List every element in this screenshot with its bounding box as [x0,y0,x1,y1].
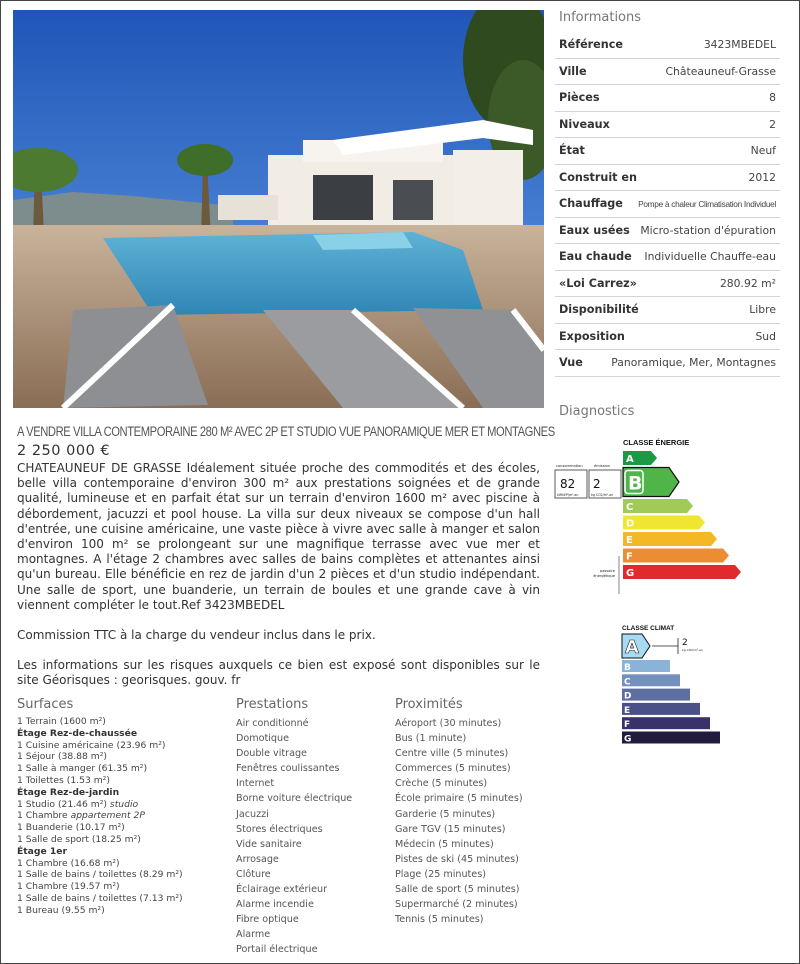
surface-note: appartement 2P [70,810,145,822]
surface-level-heading: Étage 1er [17,845,68,857]
info-key: Niveaux [559,117,610,131]
energy-class-bar [623,499,693,513]
info-value: 2 [769,117,776,131]
info-key: Construit en [559,170,637,184]
surface-item: 1 Studio (21.46 m²) studio [17,798,139,810]
climate-class-letter: C [624,677,631,688]
info-key: «Loi Carrez» [559,276,637,290]
energy-class-bar [623,565,741,579]
climate-class-bar [622,732,720,745]
info-key: Ville [559,64,587,78]
prestation-item: Portail électrique [236,944,318,956]
surface-item: 1 Bureau (9.55 m²) [17,904,105,916]
prestation-item: Fibre optique [236,914,299,926]
proximite-item: Commerces (5 minutes) [395,763,511,775]
description-paragraph: Commission TTC à la charge du vendeur inclus dans le prix. [17,628,376,643]
passoire-label: passoire [599,569,615,573]
energy-emission-value: 2 [593,477,601,491]
surface-item: 1 Buanderie (10.17 m²) [17,822,125,834]
proximite-item: Plage (25 minutes) [395,868,486,880]
proximite-item: Salle de sport (5 minutes) [395,884,520,896]
surface-item: 1 Toilettes (1.53 m²) [17,774,110,786]
info-row [555,191,780,218]
info-row [555,59,780,86]
info-row [555,85,780,112]
prestation-item: Éclairage extérieur [236,884,328,896]
proximite-item: Gare TGV (15 minutes) [395,823,506,835]
surfaces-list [17,716,227,917]
consumption-unit: kWhEP/m².an [557,493,579,497]
proximites-heading: Proximités [395,697,463,712]
proximite-item: Garderie (5 minutes) [395,808,496,820]
surface-level-heading: Étage Rez-de-jardin [17,786,120,798]
energy-class-letter: C [626,502,634,513]
climate-value: 2 [682,638,688,648]
climate-class-bar [622,634,703,658]
info-row [555,112,780,139]
energy-consumption-value: 82 [560,477,576,491]
surface-item: 1 Salle de sport (18.25 m²) [17,833,141,845]
climate-class-chart [620,622,730,752]
climate-class-bar [622,660,670,673]
info-row [555,324,780,351]
climate-class-bar [622,703,700,716]
proximite-item: Bus (1 minute) [395,733,467,745]
description-paragraph: Les informations sur les risques auxquels ce bien est exposé sont disponibles sur le site Géorisques : georisques. gouv. fr [17,658,540,688]
energy-class-bar [623,549,729,563]
emission-unit: kg CO2/m².an [591,493,614,497]
info-key: Référence [559,38,623,52]
energy-class-letter: B [628,472,643,495]
info-row [555,165,780,192]
info-value: Micro-station d'épuration [640,223,776,237]
surface-note: studio [109,798,139,810]
surface-level-heading: Étage Rez-de-chaussée [17,727,138,739]
prestation-item: Stores électriques [236,823,323,835]
info-key: Chauffage [559,197,623,211]
prestation-item: Domotique [236,733,289,745]
info-key: Disponibilité [559,303,639,317]
listing-price: 2 250 000 € [17,443,111,459]
info-value: Neuf [750,144,776,158]
prestations-list [236,716,386,958]
info-value: 3423MBEDEL [703,38,776,52]
proximite-item: Centre ville (5 minutes) [395,748,509,760]
surfaces-heading: Surfaces [17,697,74,712]
prestation-item: Clôture [236,868,271,880]
climate-class-label: CLASSE CLIMAT [622,625,675,632]
climate-class-bar [622,674,680,687]
energy-class-letter: A [626,454,634,465]
info-key: Vue [559,356,583,370]
climate-class-bar [622,689,690,702]
prestation-item: Air conditionné [236,718,309,729]
surface-item: 1 Cuisine américaine (23.96 m²) [17,739,166,751]
informations-table [555,32,780,377]
proximite-item: Médecin (5 minutes) [395,838,494,850]
passoire-label: énergétique [593,574,615,578]
surface-item: 1 Chambre (16.68 m²) [17,857,120,869]
prestation-item: Double vitrage [236,748,307,760]
info-key: Eaux usées [559,223,630,237]
listing-title: A VENDRE VILLA CONTEMPORAINE 280 M² AVEC 2P ET STUDIO VUE PANORAMIQUE MER ET MONTAGNES [17,424,555,439]
energy-class-label: CLASSE ÉNERGIE [623,438,690,447]
description-paragraph: CHATEAUNEUF DE GRASSE Idéalement située proche des commodités et des écoles, belle villa contemporaine d'environ 300 m² aux prestations soignées et de grande qualité, lumineuse et en parfait état sur un terrain d'environ 1600 m² avec piscine à débordement, jacuzzi et pool house. La villa sur deux niveaux se compose d'un hall d'entrée, une cuisine américaine, une vaste pièce à vivre avec salle à manger et salon d'environ 100 m² se prolongeant sur une magnifique terrasse avec vue mer et montagnes. A l'étage 2 chambres avec salles de bains complètes et attenantes ainsi qu'un bureau. Elle bénéficie en rez de jardin d'un 2 pièces et d'un studio indépendant. Une salle de sport, une buanderie, un terrain de boules et une grande cave à vin viennent compléter le tout.Ref 3423MBEDEL [17,461,540,612]
prestation-item: Borne voiture électrique [236,793,353,805]
surfaces-section [17,697,227,917]
info-row [555,271,780,298]
climate-class-bar [622,717,710,730]
surface-item: 1 Terrain (1600 m²) [17,716,106,727]
proximite-item: Aéroport (30 minutes) [395,718,502,729]
emission-caption: émission [594,464,610,468]
energy-class-bar [623,516,705,530]
listing-description [17,461,540,704]
info-value: Panoramique, Mer, Montagnes [611,356,776,370]
proximite-item: Tennis (5 minutes) [395,914,484,926]
climate-class-letter: F [624,720,631,731]
prestation-item: Jacuzzi [236,808,269,820]
info-row [555,218,780,245]
climate-class-letter: D [624,691,632,702]
proximite-item: Pistes de ski (45 minutes) [395,853,519,865]
energy-class-letter: E [626,535,633,546]
info-row [555,138,780,165]
info-value: 8 [769,91,776,105]
proximite-item: Supermarché (2 minutes) [395,899,518,911]
info-row [555,32,780,59]
info-row [555,297,780,324]
climate-class-letter: E [624,705,631,716]
proximites-section [395,697,545,927]
prestation-item: Fenêtres coulissantes [236,763,340,775]
info-value: Sud [755,329,776,343]
prestation-item: Vide sanitaire [236,838,302,850]
surface-item: 1 Salle de bains / toilettes (7.13 m²) [17,892,183,904]
climate-class-letter: A [625,637,639,658]
consumption-caption: consommation [556,464,583,468]
energy-class-bar [623,451,657,465]
info-value: 2012 [748,170,776,184]
proximite-item: École primaire (5 minutes) [395,793,523,805]
energy-class-chart [553,434,753,599]
prestations-section [236,697,386,958]
info-value: 280.92 m² [719,276,776,290]
climate-unit: kg CO2/m².an [682,648,703,652]
energy-class-letter: G [626,568,635,579]
climate-class-letter: B [624,663,631,673]
energy-class-bar [623,468,679,497]
prestation-item: Alarme incendie [236,899,314,911]
proximites-list [395,716,545,927]
info-row [555,350,780,377]
surface-item: 1 Salle de bains / toilettes (8.29 m²) [17,869,183,881]
info-key: État [559,144,585,158]
info-key: Eau chaude [559,250,632,264]
climate-class-letter: G [624,734,632,745]
informations-heading: Informations [559,10,642,25]
info-row [555,244,780,271]
surface-item: 1 Chambre (19.57 m²) [17,881,120,893]
energy-class-letter: F [626,551,633,563]
surface-item: 1 Salle à manger (61.35 m²) [17,763,148,775]
proximite-item: Crèche (5 minutes) [395,778,488,790]
energy-class-letter: D [626,518,635,530]
info-key: Exposition [559,329,625,343]
info-value: Libre [749,303,776,317]
info-value: Individuelle Chauffe-eau [644,250,776,264]
prestation-item: Arrosage [236,853,279,865]
prestation-item: Alarme [236,929,271,941]
info-key: Pièces [559,91,600,105]
prestation-item: Internet [236,778,275,790]
diagnostics-heading: Diagnostics [559,404,635,419]
property-photo[interactable] [13,10,544,408]
surface-item: 1 Chambre appartement 2P [17,810,145,822]
surface-item: 1 Séjour (38.88 m²) [17,751,107,763]
info-value: Pompe à chaleur Climatisation Individuel [638,198,776,209]
info-value: Châteauneuf-Grasse [665,64,776,78]
energy-class-bar [623,532,717,546]
prestations-heading: Prestations [236,697,309,712]
